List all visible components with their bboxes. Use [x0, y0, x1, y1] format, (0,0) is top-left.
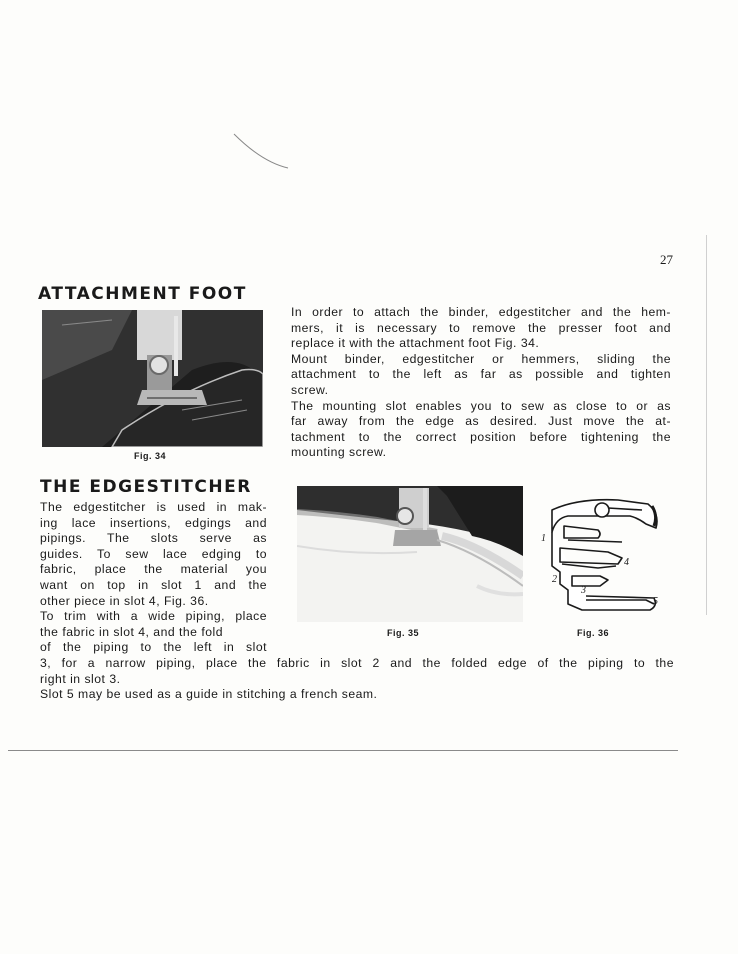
attachment-foot-body: [291, 305, 671, 461]
text-line: replace it with the attachment foot Fig. 34.: [291, 336, 540, 351]
text-line: ing lace insertions, edgings and: [40, 515, 267, 530]
page-number: 27: [660, 252, 673, 267]
attachment-foot-heading: ATTACHMENT FOOT: [38, 284, 247, 304]
text-line: the fabric in slot 4, and the fold: [40, 624, 223, 639]
fig-35-photo: [297, 486, 523, 622]
slot-label-5: 5: [653, 596, 658, 607]
fig-36-caption: Fig. 36: [577, 628, 610, 638]
text-line: The mounting slot enables you to sew as close to or as: [291, 398, 671, 413]
slot-label-1: 1: [541, 533, 546, 544]
right-edge-line: [706, 235, 709, 615]
slot-label-4: 4: [624, 557, 629, 568]
text-line: pipings. The slots serve as: [40, 531, 267, 546]
text-line: In order to attach the binder, edgestitcher and the hem-: [291, 305, 671, 319]
text-line: tachment to the correct position before tightening the: [291, 429, 671, 444]
text-line: mounting screw.: [291, 445, 387, 460]
text-line: screw.: [291, 382, 329, 397]
text-line: of the piping to the left in slot: [40, 640, 267, 655]
fig-34-caption: Fig. 34: [134, 451, 167, 461]
edgestitcher-heading: THE EDGESTITCHER: [40, 477, 252, 497]
text-line: guides. To sew lace edging to: [40, 546, 267, 561]
text-line: mers, it is necessary to remove the presser foot and: [291, 320, 671, 335]
fig-36-edgestitcher-diagram: [538, 492, 664, 622]
text-line: want on top in slot 1 and the: [40, 577, 267, 592]
fig-35-caption: Fig. 35: [387, 628, 420, 638]
scan-mark: [232, 132, 292, 172]
text-line: attachment to the left as far as possible and tighten: [291, 367, 671, 382]
text-line: far away from the edge as desired. Just move the at-: [291, 414, 671, 429]
text-line: other piece in slot 4, Fig. 36.: [40, 593, 209, 608]
slot-label-2: 2: [552, 574, 557, 585]
text-line: The edgestitcher is used in mak-: [40, 500, 267, 514]
bottom-rule: [8, 750, 678, 754]
text-line: 3, for a narrow piping, place the fabric in slot 2 and the folded edge of the piping to the: [40, 656, 674, 670]
text-line: To trim with a wide piping, place: [40, 609, 267, 624]
text-line: Slot 5 may be used as a guide in stitching a french seam.: [40, 687, 378, 702]
edgestitcher-column-text: [40, 500, 267, 656]
text-line: right in slot 3.: [40, 671, 121, 686]
slot-label-3: 3: [581, 585, 586, 596]
edgestitcher-full-text: [40, 656, 674, 703]
text-line: Mount binder, edgestitcher or hemmers, sliding the: [291, 351, 671, 366]
fig-34-photo: [42, 310, 263, 447]
text-line: fabric, place the material you: [40, 562, 267, 577]
